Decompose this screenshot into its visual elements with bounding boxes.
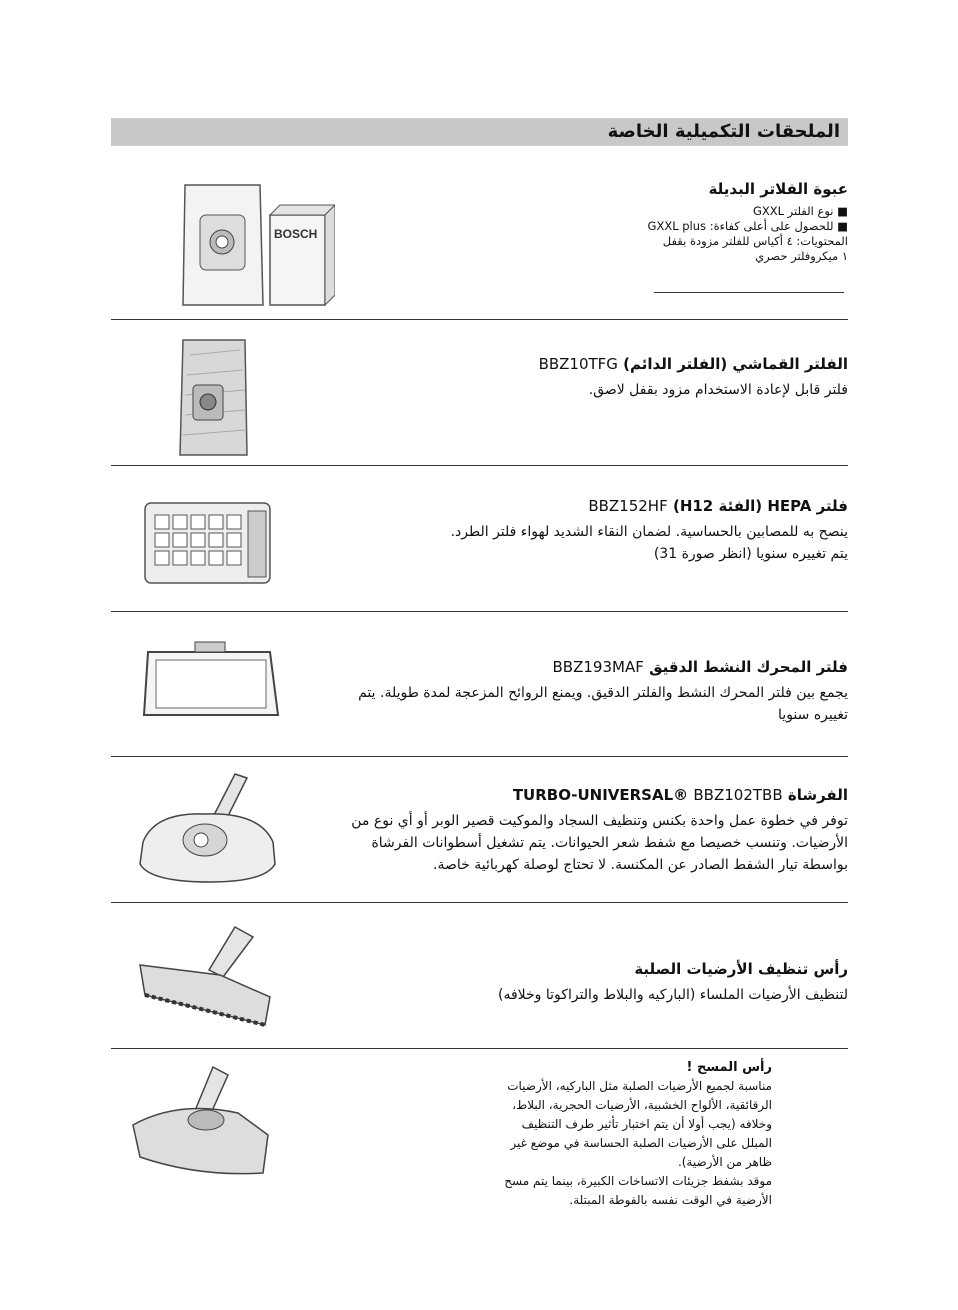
divider	[111, 1048, 848, 1049]
divider	[111, 465, 848, 466]
line: الأرضية في الوقت نفسه بالفوطة المبتلة.	[569, 1193, 772, 1207]
line: يتم تغييره سنويا (انظر صورة 31)	[653, 546, 848, 562]
line: ١ ميكروفلتر حصري	[755, 249, 848, 263]
divider	[111, 319, 848, 320]
line: المبلل على الأرضيات الصلبة الحساسة في موضع غير	[510, 1136, 772, 1150]
filter-bag-illustration	[175, 180, 335, 310]
line: فلتر قابل لإعادة الاستخدام مزود بقفل لاصق.	[588, 382, 848, 398]
section-title: رأس المسح !	[686, 1060, 772, 1075]
section-title: فلتر HEPA (الفئة H12)	[672, 497, 848, 515]
textile-filter-illustration	[175, 335, 255, 460]
line: بواسطة تيار الشفط الصادر عن المكنسة. لا تحتاج لوصلة كهربائية خاصة.	[433, 857, 848, 873]
line: موقد بشفط جزيئات الاتساخات الكبيرة، بينما يتم مسح	[504, 1174, 772, 1188]
line: ■ للحصول على أعلى كفاءة: GXXL plus	[647, 219, 848, 233]
divider	[111, 902, 848, 903]
model-number: BBZ152HF	[588, 497, 668, 515]
model-number: BBZ102TBB	[693, 786, 783, 804]
section-title: رأس تنظيف الأرضيات الصلبة	[634, 960, 848, 978]
mop-nozzle-illustration	[128, 1065, 273, 1185]
model-number: BBZ193MAF	[552, 658, 644, 676]
line: تغييره سنويا	[778, 707, 848, 723]
line: يجمع بين فلتر المحرك النشط والفلتر الدقيق. ويمنع الروائح المزعجة لمدة طويلة. يتم	[358, 685, 848, 701]
line: الأرضيات. وتنسب خصيصا مع شفط شعر الحيوانات. يتم تشغيل أسطوانات الفرشاة	[371, 835, 848, 851]
line: وخلافه (يجب أولا أن يتم اختبار تأثير طرف التنظيف	[521, 1117, 772, 1131]
motor-filter-illustration	[140, 640, 282, 725]
hepa-filter-illustration	[140, 493, 280, 593]
divider	[654, 292, 844, 293]
line: المحتويات: ٤ أكياس للفلتر مزودة بقفل	[662, 234, 848, 248]
line: ظاهر من الأرضية).	[677, 1155, 772, 1169]
line: لتنظيف الأرضيات الملساء (الباركيه والبلاط والتراكوتا وخلافه)	[498, 987, 848, 1003]
divider	[111, 756, 848, 757]
line: الرقائقية، الألواح الخشبية، الأرضيات الحجرية، البلاط،	[512, 1098, 772, 1112]
line: ينصح به للمصابين بالحساسية. لضمان النقاء الشديد لهواء فلتر الطرد.	[450, 524, 848, 540]
model-number: BBZ10TFG	[538, 355, 618, 373]
section-title: عبوة الفلاتر البديلة	[708, 180, 848, 198]
page-title: الملحقات التكميلية الخاصة	[607, 121, 840, 142]
line: ■ نوع الفلتر GXXL	[752, 204, 848, 218]
box-brand-label: BOSCH	[274, 227, 318, 241]
page-header	[111, 118, 848, 146]
section-title: فلتر المحرك النشط الدقيق	[649, 658, 848, 676]
turbo-brush-illustration	[135, 772, 280, 892]
divider	[111, 611, 848, 612]
section-title: الفلتر القماشي (الفلتر الدائم)	[623, 355, 848, 373]
hard-floor-nozzle-illustration	[135, 925, 275, 1035]
section-title: الفرشاة TURBO-UNIVERSAL®	[512, 786, 848, 804]
line: توفر في خطوة عمل واحدة بكنس وتنظيف السجاد والموكيت قصير الوبر أو أي نوع من	[351, 813, 848, 829]
line: مناسبة لجميع الأرضيات الصلبة مثل الباركيه، الأرضيات	[507, 1079, 772, 1093]
